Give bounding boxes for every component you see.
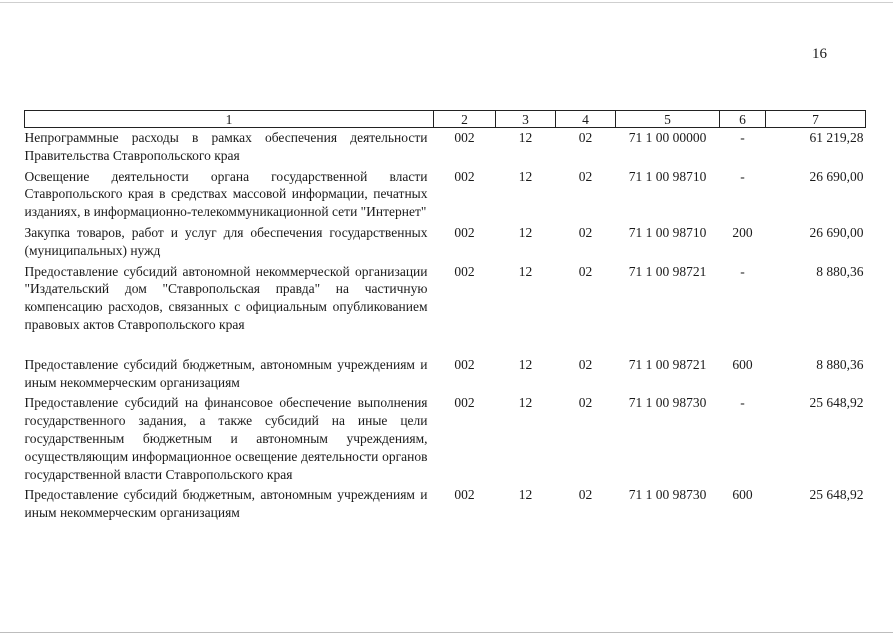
subsection-code: 02 — [578, 395, 593, 411]
expense-type-code: 600 — [732, 356, 753, 372]
target-article-code: 71 1 00 98730 — [628, 395, 707, 411]
column-header: 1 — [25, 111, 434, 128]
section-code: 12 — [518, 224, 533, 240]
expense-name: Непрограммные расходы в рамках обеспечения деятельности Правительства Ставропольского края — [24, 130, 428, 163]
ministry-code: 002 — [454, 395, 475, 411]
amount: 25 648,92 — [809, 487, 864, 503]
expense-type-code: - — [740, 395, 745, 411]
column-header: 2 — [434, 111, 496, 128]
budget-table — [24, 110, 866, 524]
subsection-code: 02 — [578, 263, 593, 279]
subsection-code: 02 — [578, 356, 593, 372]
expense-type-code: 200 — [732, 224, 753, 240]
expense-name: Предоставление субсидий бюджетным, автономным учреждениям и иным некоммерческим организациям — [24, 487, 428, 521]
column-header: 4 — [556, 111, 616, 128]
table-row — [25, 262, 866, 355]
table-row — [25, 355, 866, 394]
section-code: 12 — [518, 395, 533, 411]
table-row — [25, 393, 866, 485]
subsection-code: 02 — [578, 487, 593, 503]
amount: 25 648,92 — [809, 395, 864, 411]
ministry-code: 002 — [454, 263, 475, 279]
expense-name: Предоставление субсидий на финансовое обеспечение выполнения государственного задания, а также субсидий на иные цели государственным бюджетным и автономным учреждениям, осуществляющим информационное освещение деятельности органов государственной власти Ставропольского края — [24, 395, 428, 482]
amount: 26 690,00 — [809, 224, 864, 240]
section-code: 12 — [518, 487, 533, 503]
expense-type-code: - — [740, 130, 745, 145]
scan-edge-top — [0, 2, 893, 3]
target-article-code: 71 1 00 98721 — [628, 356, 707, 372]
ministry-code: 002 — [454, 130, 475, 145]
column-header: 6 — [720, 111, 766, 128]
amount: 8 880,36 — [816, 356, 864, 372]
table-row — [25, 128, 866, 167]
ministry-code: 002 — [454, 356, 475, 372]
section-code: 12 — [518, 356, 533, 372]
target-article-code: 71 1 00 00000 — [628, 130, 707, 145]
subsection-code: 02 — [578, 224, 593, 240]
amount: 61 219,28 — [809, 130, 864, 145]
subsection-code: 02 — [578, 168, 593, 184]
ministry-code: 002 — [454, 487, 475, 503]
ministry-code: 002 — [454, 224, 475, 240]
column-header: 5 — [616, 111, 720, 128]
amount: 26 690,00 — [809, 168, 864, 184]
subsection-code: 02 — [578, 130, 593, 145]
expense-name: Предоставление субсидий бюджетным, автономным учреждениям и иным некоммерческим организациям — [24, 356, 428, 390]
ministry-code: 002 — [454, 168, 475, 184]
table-row — [25, 485, 866, 524]
column-header: 7 — [766, 111, 866, 128]
expense-type-code: - — [740, 168, 745, 184]
expense-name: Освещение деятельности органа государственной власти Ставропольского края в средствах массовой информации, печатных изданиях, в информационно-телекоммуникационной сети "Интернет" — [24, 168, 428, 220]
target-article-code: 71 1 00 98721 — [628, 263, 707, 279]
amount: 8 880,36 — [816, 263, 864, 279]
section-code: 12 — [518, 130, 533, 145]
expense-type-code: - — [740, 263, 745, 279]
section-code: 12 — [518, 263, 533, 279]
expense-name: Предоставление субсидий автономной некоммерческой организации "Издательский дом "Ставропольская правда" на частичную компенсацию расходов, связанных с официальным опубликованием правовых актов Ставропольского края — [24, 263, 428, 332]
expense-name: Закупка товаров, работ и услуг для обеспечения государственных (муниципальных) нужд — [24, 224, 428, 258]
target-article-code: 71 1 00 98710 — [628, 224, 707, 240]
page-number: 16 — [812, 46, 827, 62]
column-header: 3 — [496, 111, 556, 128]
expense-type-code: 600 — [732, 487, 753, 503]
header-row — [25, 111, 866, 128]
target-article-code: 71 1 00 98710 — [628, 168, 707, 184]
scan-edge-bottom — [0, 632, 893, 633]
table-row — [25, 223, 866, 262]
section-code: 12 — [518, 168, 533, 184]
target-article-code: 71 1 00 98730 — [628, 487, 707, 503]
table-row — [25, 167, 866, 223]
